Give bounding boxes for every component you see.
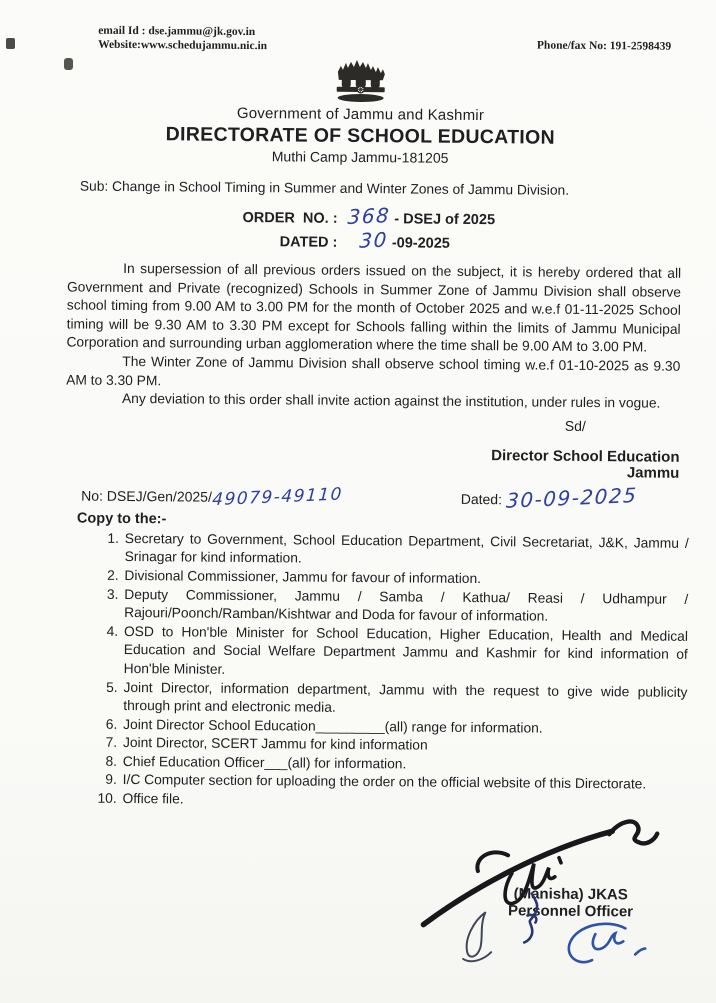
copy-list-item: 4. OSD to Hon'ble Minister for School Education, Higher Education, Health and Medical Education and Social Welfare Department Jammu and Kashmir for kind information of Hon'ble Minister.	[122, 623, 688, 684]
copy-list-item: 10. Office file.	[120, 790, 686, 814]
order-date-suffix: -09-2025	[391, 235, 450, 252]
order-no-label: ORDER NO. :	[242, 209, 338, 227]
signatory-name: (Manisha) JKAS	[513, 885, 628, 904]
order-block	[219, 205, 716, 257]
initial-ink-icon-3	[561, 918, 652, 978]
directorate-title: DIRECTORATE OF SCHOOL EDUCATION	[165, 123, 555, 149]
copy-list-item: 1. Secretary to Government, School Education Department, Civil Secretariat, J&K, Jammu / Srinagar for kind information.	[123, 530, 689, 572]
sd-line: Sd/	[564, 417, 586, 434]
copy-list-item: 8. Chief Education Officer___(all) for information.	[121, 753, 687, 777]
reference-dated-label: Dated:	[460, 490, 503, 508]
body-paragraph-2: The Winter Zone of Jammu Division shall observe school timing w.e.f 01-10-2025 as 9.30 AM to 3.30 PM.	[66, 353, 681, 388]
body-paragraph-1: In supersession of all previous orders issued on the subject, it is hereby ordered that all Government and Private (recognized) Schools in Summer Zone of Jammu Division shall observe school timing from 9.00 AM to 3.00 PM for the month of October 2025 and w.e.f 01-11-2025 School timing will be 9.30 AM to 3.30 PM except for Schools falling within the limits of Jammu Municipal Corporation and surrounding urban agglomeration where the time shall be 9.00 AM to 3.00 PM.	[66, 260, 682, 355]
copy-list-item: 7. Joint Director, SCERT Jammu for kind information	[121, 734, 687, 758]
subject-line: Sub: Change in School Timing in Summer and Winter Zones of Jammu Division.	[79, 178, 570, 198]
government-line: Government of Jammu and Kashmir	[236, 104, 485, 125]
order-date-day-handwritten: 30	[358, 227, 389, 253]
phone-line: Phone/fax No: 191-2598439	[536, 39, 672, 53]
copy-list-item: 5. Joint Director, information department, Jammu with the request to give wide publicity through print and electronic media.	[121, 678, 687, 720]
copy-list-item: 9. I/C Computer section for uploading the order on the official website of this Directorate.	[121, 771, 687, 795]
signoff-designation: Director School Education	[491, 446, 680, 466]
signoff-designation-block	[0, 444, 716, 483]
header-contact-row	[3, 0, 716, 57]
order-dated-row	[219, 229, 716, 257]
national-emblem-icon	[334, 90, 388, 107]
order-no-suffix: - DSEJ of 2025	[394, 211, 496, 229]
initial-ink-icon-2	[515, 891, 552, 950]
signoff-place: Jammu	[626, 464, 680, 483]
body-paragraph-3: Any deviation to this order shall invite action against the institution, under rules in vogue.	[121, 391, 661, 411]
reference-dated-handwritten: 30-09-2025	[505, 482, 638, 513]
initial-ink-icon-1	[455, 909, 496, 972]
reference-row	[0, 481, 715, 513]
website-line: Website:www.schedujammu.nic.in	[98, 38, 268, 53]
copy-list	[120, 530, 688, 814]
reference-no-handwritten: 49079-49110	[211, 484, 344, 510]
order-dated-label: DATED :	[279, 234, 338, 251]
signatory-title: Personnel Officer	[507, 902, 634, 921]
copy-list-item: 3. Deputy Commissioner, Jammu / Samba / Kathua/ Reasi / Udhampur / Rajouri/Poonch/Ramban/Kishtwar and Doda for favour of information.	[122, 585, 688, 627]
order-no-handwritten: 368	[346, 203, 392, 230]
email-line: email Id : dse.jammu@jk.gov.in	[98, 24, 256, 39]
order-no-row	[219, 205, 716, 233]
reference-no-label: No: DSEJ/Gen/2025/	[81, 487, 212, 505]
address-line: Muthi Camp Jammu-181205	[271, 148, 449, 166]
order-body	[66, 259, 681, 413]
copy-to-heading: Copy to the:-	[76, 510, 167, 528]
copy-list-item: 2. Divisional Commissioner, Jammu for favour of information.	[122, 567, 688, 591]
copy-list-item: 6. Joint Director School Education_________(all) range for information.	[121, 716, 687, 740]
